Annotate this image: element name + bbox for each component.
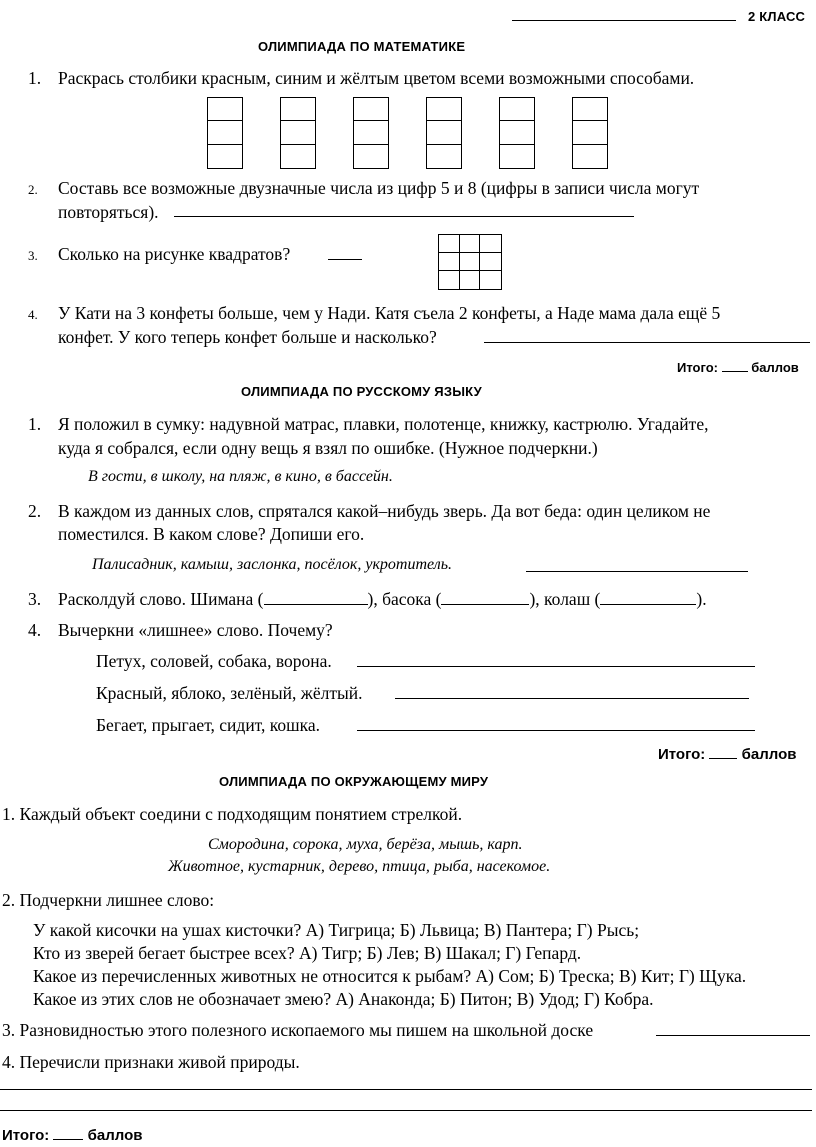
russian-q1-options[interactable]: В гости, в школу, на пляж, в кино, в бассейн. xyxy=(88,468,393,485)
q3-part1: Расколдуй слово. Шимана ( xyxy=(58,589,264,609)
russian-q3-text xyxy=(58,589,707,610)
russian-q2-answer-line[interactable] xyxy=(526,571,748,572)
color-column[interactable] xyxy=(426,97,462,169)
score-blank[interactable] xyxy=(722,357,748,372)
russian-q4-answer-line[interactable] xyxy=(357,666,755,667)
q3-part3: ), колаш ( xyxy=(529,589,601,609)
color-column[interactable] xyxy=(353,97,389,169)
answer-blank[interactable] xyxy=(441,590,529,605)
score-blank[interactable] xyxy=(53,1125,83,1140)
math-q1-text: Раскрась столбики красным, синим и жёлтым цветом всеми возможными способами. xyxy=(58,68,695,88)
russian-q1-line1: Я положил в сумку: надувной матрас, плавки, полотенце, книжку, кастрюлю. Угадайте, xyxy=(58,414,709,434)
math-q2-number: 2. xyxy=(28,182,38,197)
math-q4-line2: конфет. У кого теперь конфет больше и насколько? xyxy=(58,327,437,347)
world-q4-answer-line[interactable] xyxy=(0,1089,812,1090)
world-q2-text: 2. Подчеркни лишнее слово: xyxy=(2,890,215,910)
world-q3-text: 3. Разновидностью этого полезного ископаемого мы пишем на школьной доске xyxy=(2,1020,594,1040)
math-q2-line2: повторяться). xyxy=(58,202,159,222)
world-q2-row[interactable]: Какое из этих слов не обозначает змею? А) Анаконда; Б) Питон; В) Удод; Г) Кобра. xyxy=(33,989,654,1009)
world-q2-row[interactable]: Какое из перечисленных животных не относится к рыбам? А) Сом; Б) Треска; В) Кит; Г) Щука. xyxy=(33,966,747,986)
russian-q2-words: Палисадник, камыш, заслонка, посёлок, укротитель. xyxy=(92,556,452,573)
math-q3-answer-line[interactable] xyxy=(328,259,362,260)
world-q1-concepts[interactable]: Животное, кустарник, дерево, птица, рыба, насекомое. xyxy=(168,858,551,875)
color-column[interactable] xyxy=(572,97,608,169)
answer-blank[interactable] xyxy=(600,590,696,605)
russian-q2-number: 2. xyxy=(28,501,42,521)
russian-q4-text: Вычеркни «лишнее» слово. Почему? xyxy=(58,620,333,640)
squares-figure xyxy=(438,234,502,290)
math-q2-line1: Составь все возможные двузначные числа из цифр 5 и 8 (цифры в записи числа могут xyxy=(58,178,700,198)
russian-q1-number: 1. xyxy=(28,414,42,434)
world-q4-text: 4. Перечисли признаки живой природы. xyxy=(2,1052,300,1072)
russian-q2-line1: В каждом из данных слов, спрятался какой–нибудь зверь. Да вот беда: один целиком не xyxy=(58,501,711,521)
russian-q4-answer-line[interactable] xyxy=(395,698,749,699)
grade-label: 2 КЛАСС xyxy=(748,9,806,24)
total-suffix: баллов xyxy=(87,1127,143,1144)
total-suffix: баллов xyxy=(751,360,799,375)
math-q4-number: 4. xyxy=(28,307,38,322)
q3-part4: ). xyxy=(696,589,707,609)
world-q2-row[interactable]: Кто из зверей бегает быстрее всех? А) Тигр; Б) Лев; В) Шакал; Г) Гепард. xyxy=(33,943,582,963)
math-q1-number: 1. xyxy=(28,68,42,88)
math-q4-answer-line[interactable] xyxy=(484,342,810,343)
color-column[interactable] xyxy=(280,97,316,169)
math-q3-number: 3. xyxy=(28,248,38,263)
math-total xyxy=(677,357,799,375)
russian-q2-line2: поместился. В каком слове? Допиши его. xyxy=(58,524,365,544)
color-column[interactable] xyxy=(499,97,535,169)
russian-q3-number: 3. xyxy=(28,589,42,609)
world-title: ОЛИМПИАДА ПО ОКРУЖАЮЩЕМУ МИРУ xyxy=(219,774,489,789)
russian-title: ОЛИМПИАДА ПО РУССКОМУ ЯЗЫКУ xyxy=(241,384,482,399)
score-blank[interactable] xyxy=(709,744,737,759)
q3-part2: ), басока ( xyxy=(367,589,442,609)
total-prefix: Итого: xyxy=(658,746,706,763)
world-total xyxy=(2,1125,143,1144)
total-prefix: Итого: xyxy=(2,1127,50,1144)
answer-blank[interactable] xyxy=(264,590,368,605)
world-q1-objects[interactable]: Смородина, сорока, муха, берёза, мышь, карп. xyxy=(208,836,523,853)
world-q3-answer-line[interactable] xyxy=(656,1035,810,1036)
russian-q4-row[interactable]: Петух, соловей, собака, ворона. xyxy=(96,651,332,671)
name-blank-line[interactable] xyxy=(512,20,736,21)
russian-q1-line2: куда я собрался, если одну вещь я взял по ошибке. (Нужное подчеркни.) xyxy=(58,438,598,458)
math-q4-line1: У Кати на 3 конфеты больше, чем у Нади. Катя съела 2 конфеты, а Наде мама дала ещё 5 xyxy=(58,303,721,323)
math-title: ОЛИМПИАДА ПО МАТЕМАТИКЕ xyxy=(258,39,466,54)
total-prefix: Итого: xyxy=(677,360,718,375)
world-q1-text: 1. Каждый объект соедини с подходящим понятием стрелкой. xyxy=(2,804,463,824)
math-q3-text: Сколько на рисунке квадратов? xyxy=(58,244,291,264)
russian-q4-number: 4. xyxy=(28,620,42,640)
total-suffix: баллов xyxy=(741,746,797,763)
world-q2-row[interactable]: У какой кисочки на ушах кисточки? А) Тигрица; Б) Львица; В) Пантера; Г) Рысь; xyxy=(33,920,640,940)
russian-total xyxy=(658,744,797,763)
math-q2-answer-line[interactable] xyxy=(174,216,634,217)
color-column[interactable] xyxy=(207,97,243,169)
russian-q4-row[interactable]: Бегает, прыгает, сидит, кошка. xyxy=(96,715,320,735)
russian-q4-row[interactable]: Красный, яблоко, зелёный, жёлтый. xyxy=(96,683,363,703)
world-q4-answer-line[interactable] xyxy=(0,1110,812,1111)
russian-q4-answer-line[interactable] xyxy=(357,730,755,731)
